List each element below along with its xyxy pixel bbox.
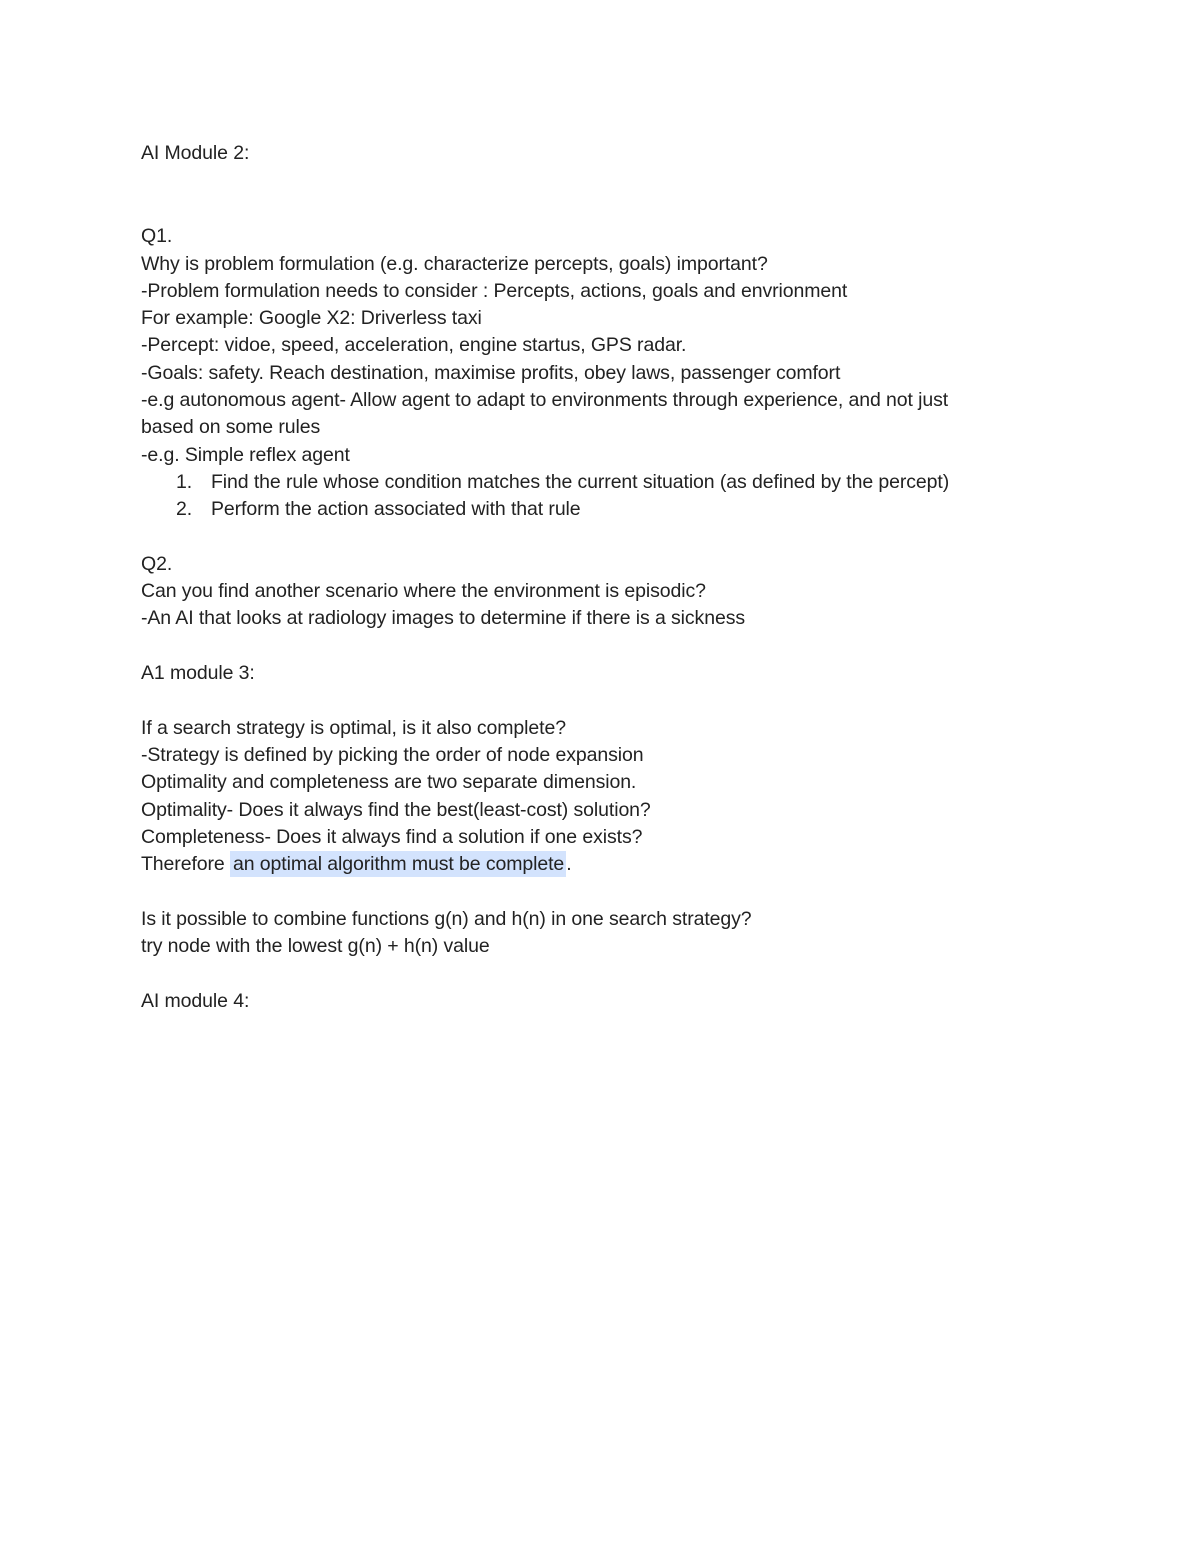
list-item-text: Perform the action associated with that rule (211, 498, 581, 521)
q1-line: -Problem formulation needs to consider : Percepts, actions, goals and envrionment (141, 279, 848, 302)
q1-line: -Percept: vidoe, speed, acceleration, engine startus, GPS radar. (141, 334, 687, 357)
q1-line: -e.g autonomous agent- Allow agent to adapt to environments through experience, and not just (141, 389, 949, 412)
module-3-line: Optimality- Does it always find the best(least-cost) solution? (141, 798, 651, 821)
q1-line: -e.g. Simple reflex agent (141, 443, 350, 466)
spacer (141, 633, 1021, 660)
module-3-conclusion (141, 851, 1021, 878)
q1-line: -Goals: safety. Reach destination, maximise profits, obey laws, passenger comfort (141, 361, 841, 384)
q2-answer: -An AI that looks at radiology images to determine if there is a sickness (141, 607, 745, 630)
module-3-line: -Strategy is defined by picking the order of node expansion (141, 743, 644, 766)
spacer (141, 167, 1021, 223)
list-item-text: Find the rule whose condition matches the current situation (as defined by the percept) (211, 470, 950, 493)
spacer (141, 687, 1021, 714)
module-3-line: Completeness- Does it always find a solution if one exists? (141, 825, 643, 848)
list-number: 1. (176, 470, 193, 493)
module-3-question: If a search strategy is optimal, is it also complete? (141, 716, 566, 739)
module-3-line: Optimality and completeness are two separate dimension. (141, 771, 637, 794)
q1-line: based on some rules (141, 416, 321, 439)
spacer (141, 878, 1021, 905)
q2-question: Can you find another scenario where the environment is episodic? (141, 580, 706, 603)
q2-label: Q2. (141, 552, 173, 575)
spacer (141, 524, 1021, 551)
list-item (141, 496, 1021, 523)
q1-line: For example: Google X2: Driverless taxi (141, 307, 482, 330)
spacer (141, 960, 1021, 987)
module-4-title: AI module 4: (141, 989, 250, 1012)
conclusion-suffix: . (566, 853, 572, 876)
module-3-answer-2: try node with the lowest g(n) + h(n) value (141, 935, 490, 958)
numbered-list (141, 469, 1021, 524)
document-body (141, 140, 1021, 1015)
module-3-question-2: Is it possible to combine functions g(n) and h(n) in one search strategy? (141, 907, 752, 930)
conclusion-prefix: Therefore (141, 853, 230, 876)
module-3-title: A1 module 3: (141, 662, 255, 685)
list-number: 2. (176, 498, 193, 521)
highlighted-text[interactable]: an optimal algorithm must be complete (230, 851, 566, 877)
q1-question: Why is problem formulation (e.g. characterize percepts, goals) important? (141, 252, 768, 275)
list-item (141, 469, 1021, 496)
module-2-title: AI Module 2: (141, 142, 250, 164)
q1-label: Q1. (141, 225, 173, 248)
